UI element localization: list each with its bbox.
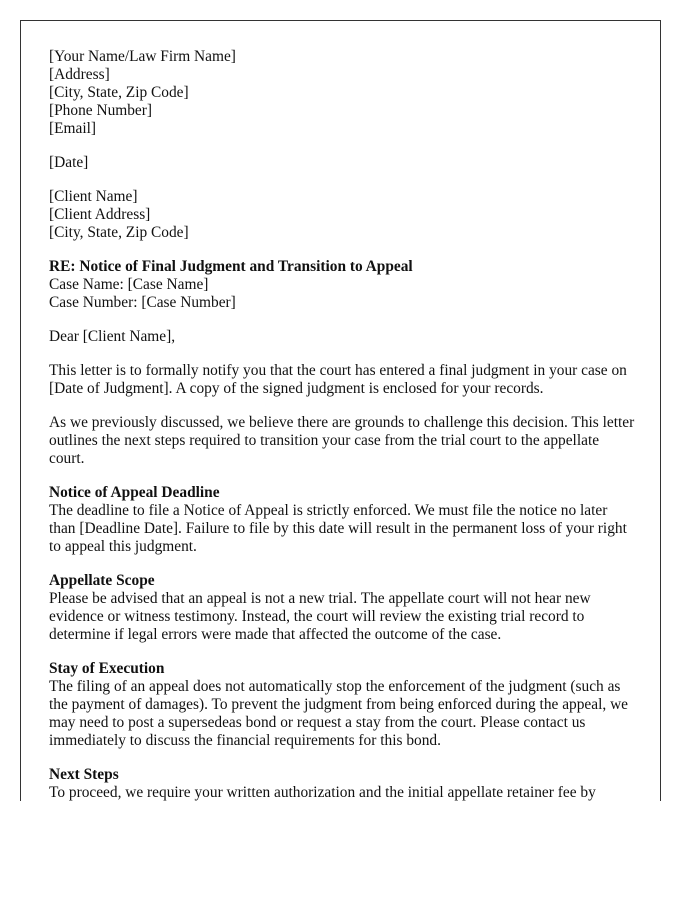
sender-name: [Your Name/Law Firm Name] bbox=[49, 48, 236, 65]
salutation: Dear [Client Name], bbox=[49, 328, 176, 345]
recipient-block bbox=[49, 188, 635, 242]
sender-email: [Email] bbox=[49, 120, 97, 137]
section-body: The deadline to file a Notice of Appeal is strictly enforced. We must file the notice no later than [Deadline Date]. Failure to file by this date will result in the permanent loss of your right to appeal this judgment. bbox=[49, 502, 627, 555]
section-heading: Notice of Appeal Deadline bbox=[49, 484, 220, 501]
recipient-name: [Client Name] bbox=[49, 188, 138, 205]
section-heading: Appellate Scope bbox=[49, 572, 155, 589]
section-body: The filing of an appeal does not automatically stop the enforcement of the judgment (such as the payment of damages). To prevent the judgment from being enforced during the appeal, we may need to post a supersedeas bond or request a stay from the court. Please contact us immediately to discuss the financial requirements for this bond. bbox=[49, 678, 629, 749]
section-body: Please be advised that an appeal is not a new trial. The appellate court will not hear new evidence or witness testimony. Instead, the court will review the existing trial record to determine if legal errors were made that affected the outcome of the case. bbox=[49, 590, 591, 643]
letter-date: [Date] bbox=[49, 154, 89, 171]
section-stay-of-execution bbox=[49, 660, 635, 750]
intro-paragraph: This letter is to formally notify you that the court has entered a final judgment in your case on [Date of Judgment]. A copy of the signed judgment is enclosed for your records. bbox=[49, 362, 627, 397]
section-appellate-scope bbox=[49, 572, 635, 644]
sender-city: [City, State, Zip Code] bbox=[49, 84, 189, 101]
section-heading: Stay of Execution bbox=[49, 660, 165, 677]
sender-block bbox=[49, 48, 635, 138]
letter-body bbox=[49, 48, 635, 801]
section-notice-of-appeal bbox=[49, 484, 635, 556]
section-body: To proceed, we require your written authorization and the initial appellate retainer fee by bbox=[49, 784, 596, 801]
intro-paragraph: As we previously discussed, we believe there are grounds to challenge this decision. This letter outlines the next steps required to transition your case from the trial court to the appellate court. bbox=[49, 414, 635, 467]
section-heading: Next Steps bbox=[49, 766, 119, 783]
re-subject: RE: Notice of Final Judgment and Transition to Appeal bbox=[49, 258, 413, 275]
recipient-address: [Client Address] bbox=[49, 206, 151, 223]
letter-page bbox=[20, 20, 661, 801]
case-name: Case Name: [Case Name] bbox=[49, 276, 209, 293]
sender-phone: [Phone Number] bbox=[49, 102, 153, 119]
sender-address: [Address] bbox=[49, 66, 110, 83]
recipient-city: [City, State, Zip Code] bbox=[49, 224, 189, 241]
section-next-steps bbox=[49, 766, 635, 801]
case-number: Case Number: [Case Number] bbox=[49, 294, 236, 311]
re-block bbox=[49, 258, 635, 312]
